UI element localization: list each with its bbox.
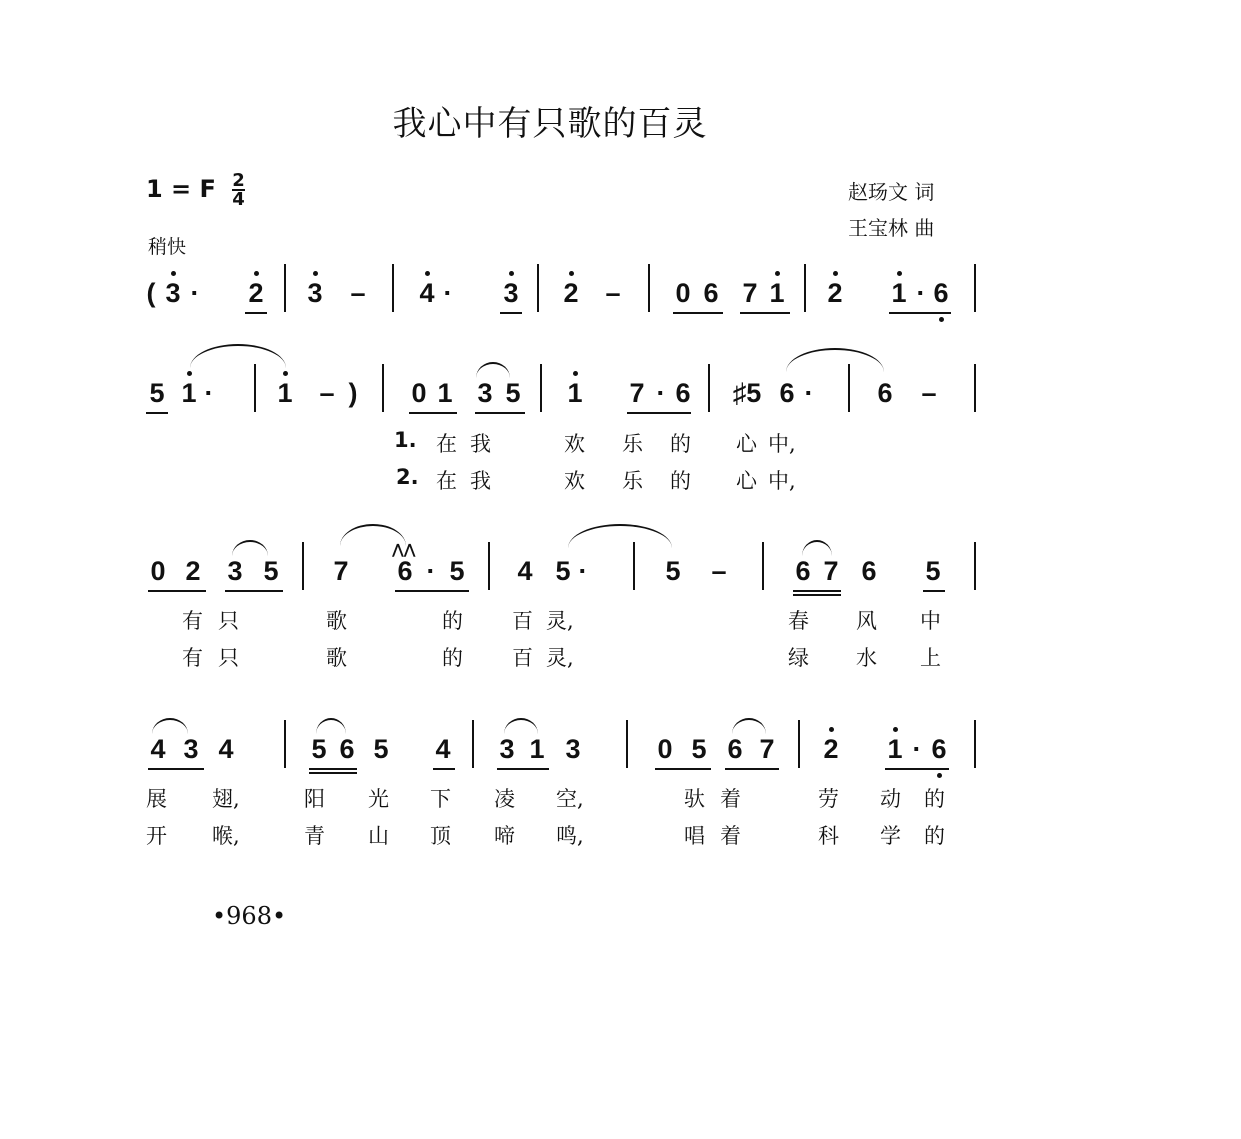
note: 1 [886,278,912,308]
lyric: 在 [436,432,457,456]
barline [537,264,539,312]
slur [786,348,884,372]
note: 5 [149,378,165,408]
note: 5 [925,556,941,586]
barline [392,264,394,312]
page-number: •968• [212,902,287,930]
lyricist-credit: 赵玚文 词 [848,180,935,204]
time-bottom: 4 [232,189,245,210]
lyric: 阳 [304,787,325,811]
key-text: 1 = F [146,175,216,203]
underline [475,412,525,414]
lyric: 鸣, [556,824,584,848]
lyric: 着 [720,787,741,811]
note: ( [146,278,156,308]
note: 4 [150,734,166,764]
barline [798,720,800,768]
lyric: 驮 [684,787,705,811]
lyric: 百 [512,609,533,633]
lyric: 动 [880,787,901,811]
underline [885,768,949,770]
song-title: 我心中有只歌的百灵 [392,104,708,144]
note: 7 [823,556,839,586]
barline [633,542,635,590]
note: – [605,278,621,308]
note: 1 [529,734,545,764]
lyric: 上 [920,646,941,670]
note: 0 [675,278,691,308]
lyric: 下 [430,787,451,811]
underline [673,312,723,314]
lyric: 乐 [622,432,643,456]
lyric: 的 [442,609,463,633]
slur [232,540,268,556]
lyric: 喉, [212,824,240,848]
note: 6 [397,556,413,586]
note: 5 [311,734,327,764]
lyric: 有 [182,646,203,670]
note: · [656,378,666,408]
underline [725,768,779,770]
note: 3 [160,278,186,308]
note: – [921,378,937,408]
note: · [204,378,214,408]
note: 2 [818,734,844,764]
lyric: 百 [512,646,533,670]
note: 6 [928,278,954,308]
slur [476,362,510,378]
note: · [912,734,922,764]
note: 0 [657,734,673,764]
note: 7 [333,556,349,586]
note: 1 [176,378,202,408]
lyric: 2. [396,465,419,489]
note: 5 [449,556,465,586]
barline [488,542,490,590]
underline [245,312,267,314]
lyric: 学 [880,824,901,848]
note: 1 [272,378,298,408]
note: 5 [373,734,389,764]
lyric: 啼 [494,824,515,848]
lyric: 我 [470,432,491,456]
slur [732,718,766,734]
barline [284,264,286,312]
note: 3 [477,378,493,408]
lyric: 的 [442,646,463,670]
barline [648,264,650,312]
barline [382,364,384,412]
score-row-4 [0,734,1241,794]
note: 4 [218,734,234,764]
note: 2 [243,278,269,308]
lyric: 翅, [212,787,240,811]
underline [793,590,841,592]
note: 5 [665,556,681,586]
note: 2 [822,278,848,308]
note: 7 [629,378,645,408]
note: 3 [565,734,581,764]
barline [848,364,850,412]
lyric: 着 [720,824,741,848]
underline [409,412,457,414]
slur [568,524,672,548]
slur [504,718,538,734]
lyric: 开 [146,824,167,848]
note: 6 [727,734,743,764]
lyric: 欢 [564,469,585,493]
underline [433,768,455,770]
time-top: 2 [232,170,245,191]
note: 6 [795,556,811,586]
note: 4 [517,556,533,586]
note: · [443,278,453,308]
barline [974,264,976,312]
note: 3 [498,278,524,308]
underline [309,768,357,770]
underline [497,768,549,770]
note: – [319,378,335,408]
lyric: 风 [856,609,877,633]
underline [146,412,168,414]
note: 6 [877,378,893,408]
lyric: 的 [924,824,945,848]
lyric: 空, [556,787,584,811]
barline [626,720,628,768]
lyric: 的 [670,432,691,456]
lyric: 的 [924,787,945,811]
lyric: 灵, [546,646,574,670]
note: 4 [435,734,451,764]
note: 7 [742,278,758,308]
note: 6 [926,734,952,764]
barline [974,542,976,590]
lyric: 顶 [430,824,451,848]
lyric: 歌 [326,646,347,670]
note: 1 [764,278,790,308]
lyric: 中, [768,469,796,493]
note: · [804,378,814,408]
barline [762,542,764,590]
key-signature [146,172,245,208]
note: · [426,556,436,586]
note: 3 [499,734,515,764]
lyric: 中 [920,609,941,633]
barline [708,364,710,412]
lyric: 科 [818,824,839,848]
lyric: 有 [182,609,203,633]
lyric: 歌 [326,609,347,633]
slur [190,344,286,368]
barline [804,264,806,312]
note: 1 [562,378,588,408]
note: 3 [302,278,328,308]
score-row-1 [0,278,1241,338]
lyric: 1. [394,428,417,452]
time-signature [232,172,245,208]
note: ) [348,378,358,408]
slur [316,718,346,734]
note: 1 [437,378,453,408]
lyric: 灵, [546,609,574,633]
note: 0 [411,378,427,408]
note: 5 [691,734,707,764]
lyric: 的 [670,469,691,493]
lyric: 劳 [818,787,839,811]
underline [793,594,841,596]
mordent-icon: ⋀⋀ [392,542,416,558]
note: 6 [339,734,355,764]
lyric: 唱 [684,824,705,848]
tempo-marking: 稍快 [148,236,187,258]
note: 6 [861,556,877,586]
note: 2 [558,278,584,308]
note: – [350,278,366,308]
lyric: 心 [736,432,757,456]
lyric: 只 [218,609,239,633]
note: · [190,278,200,308]
underline [655,768,711,770]
underline [740,312,790,314]
note: 0 [150,556,166,586]
lyric: 凌 [494,787,515,811]
barline [254,364,256,412]
barline [974,720,976,768]
underline [923,590,945,592]
barline [302,542,304,590]
note: 3 [227,556,243,586]
note: 6 [779,378,795,408]
note: – [711,556,727,586]
lyric: 水 [856,646,877,670]
lyric: 在 [436,469,457,493]
underline [148,768,204,770]
underline [627,412,691,414]
lyric: 光 [368,787,389,811]
underline [500,312,522,314]
note: · [578,556,588,586]
note: · [916,278,926,308]
underline [889,312,951,314]
barline [284,720,286,768]
note: 5 [555,556,571,586]
note: 3 [183,734,199,764]
note: 5 [263,556,279,586]
lyric: 只 [218,646,239,670]
composer-credit: 王宝林 曲 [848,216,935,240]
underline [309,772,357,774]
lyric: 青 [304,824,325,848]
barline [974,364,976,412]
underline [395,590,469,592]
underline [148,590,206,592]
note: ♯5 [732,378,762,408]
slur [152,718,188,734]
lyric: 展 [146,787,167,811]
note: 6 [703,278,719,308]
barline [540,364,542,412]
note: 6 [675,378,691,408]
underline [225,590,283,592]
lyric: 心 [736,469,757,493]
lyric: 我 [470,469,491,493]
lyric: 山 [368,824,389,848]
lyric: 欢 [564,432,585,456]
note: 2 [185,556,201,586]
note: 7 [759,734,775,764]
barline [472,720,474,768]
lyric: 春 [788,609,809,633]
note: 4 [414,278,440,308]
score-row-2 [0,378,1241,438]
note: 1 [882,734,908,764]
lyric: 中, [768,432,796,456]
note: 5 [505,378,521,408]
lyric: 乐 [622,469,643,493]
lyric: 绿 [788,646,809,670]
slur [802,540,832,556]
